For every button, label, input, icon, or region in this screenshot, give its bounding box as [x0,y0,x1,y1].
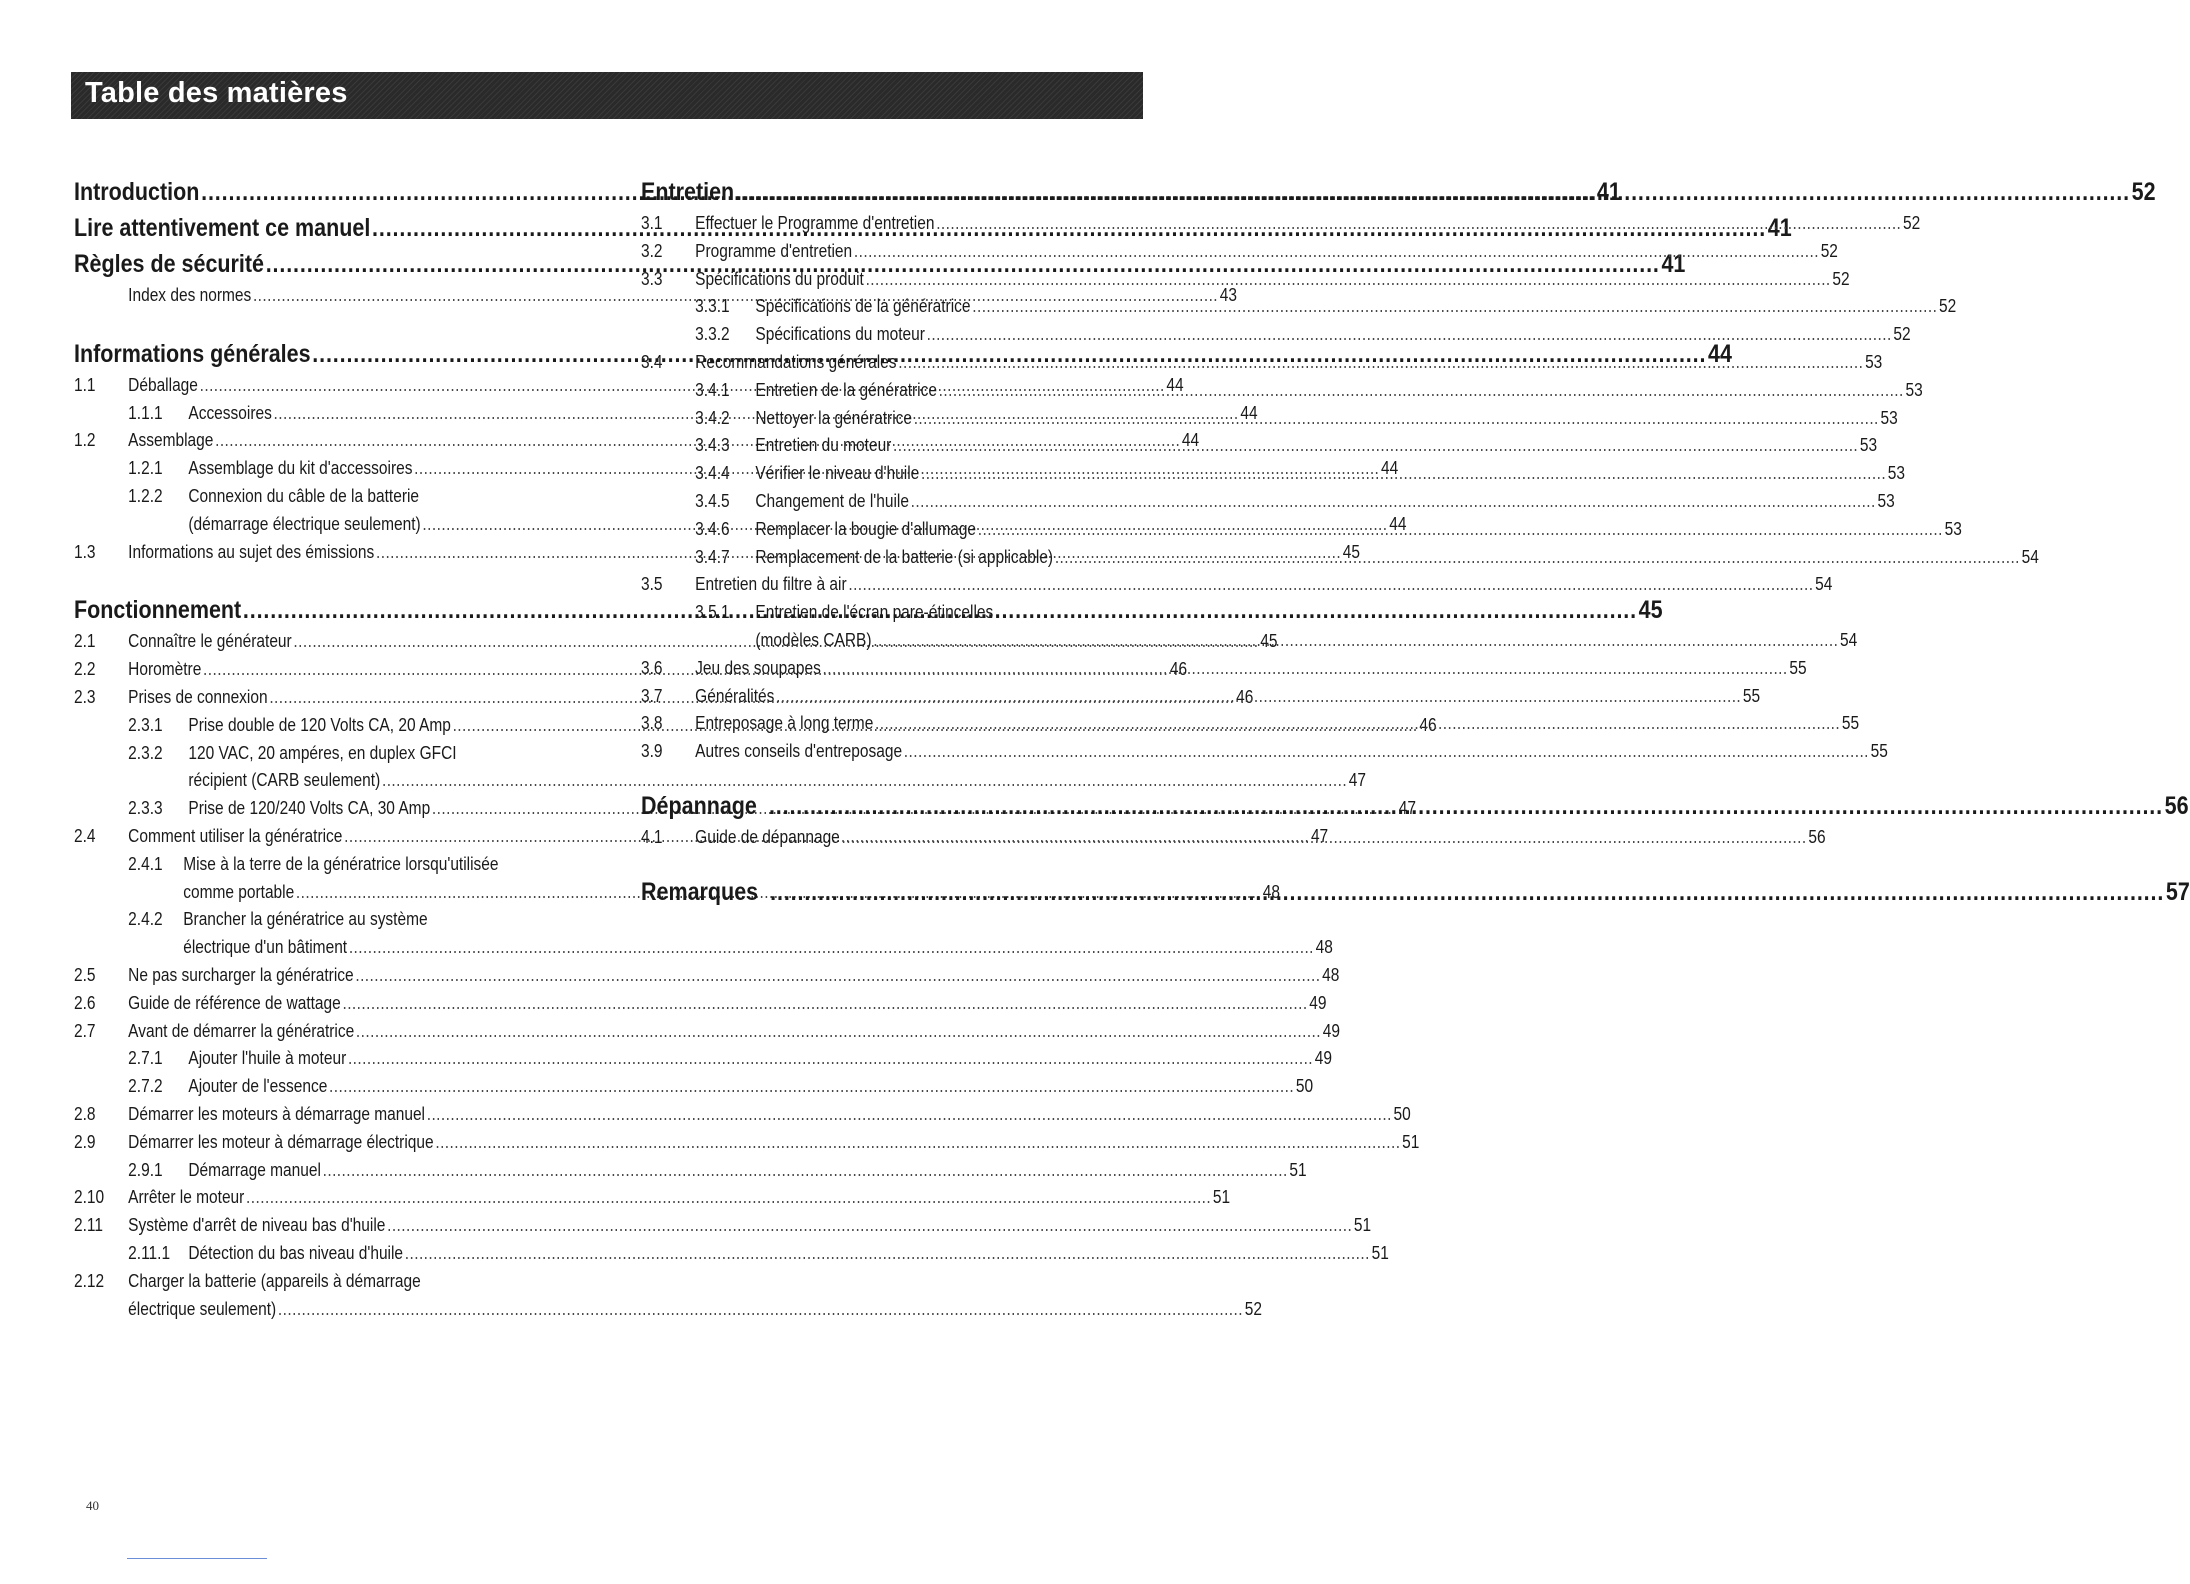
toc-page: 53 [1905,379,1923,400]
toc-number: 2.3.2 [128,742,163,763]
toc-number: 2.4.1 [128,853,163,874]
toc-page: 52 [1244,1298,1262,1319]
toc-entry[interactable] [74,906,621,934]
toc-number: 2.10 [74,1187,105,1208]
toc-number: 3.9 [641,741,663,762]
section-banner [71,72,1143,119]
leader-dots [936,210,1901,238]
toc-title: Entretien du filtre à air [695,574,847,595]
leader-dots [927,321,1892,349]
toc-entry[interactable] [74,483,621,511]
toc-title: Ajouter l'huile à moteur [188,1048,347,1069]
leader-dots [776,683,1741,711]
toc-entry[interactable] [74,962,1340,990]
toc-page: 44 [1181,430,1200,451]
toc-page: 53 [1877,490,1895,511]
toc-page: 52 [1832,268,1850,289]
toc-title: Spécifications de la génératrice [755,296,971,317]
toc-title: Accessoires [188,402,272,423]
toc-number: 2.4.2 [128,909,163,930]
toc-title: Entretien [641,178,735,206]
toc-title: Système d'arrêt de niveau bas d'huile [128,1215,386,1236]
toc-title: Programme d'entretien [695,240,853,261]
toc-number: 3.1 [641,213,663,233]
leader-dots [978,516,1943,544]
leader-dots [348,1045,1313,1073]
toc-page: 52 [1820,240,1838,261]
leader-dots [842,824,1807,852]
toc-page: 44 [1708,339,1732,368]
toc-title: Entretien du moteur [755,435,892,456]
toc-title: Mise à la terre de la génératrice lorsqu'utilisée [183,853,499,874]
leader-dots [866,266,1831,294]
toc-title: Changement de l'huile [755,490,909,511]
toc-page: 51 [1212,1187,1231,1208]
toc-entry[interactable] [74,1018,1340,1046]
page-title: Table des matières [85,77,348,109]
toc-number: 3.3.1 [695,296,730,317]
footer-divider [127,1558,267,1559]
toc-page: 45 [1260,631,1278,652]
leader-dots [848,571,1813,599]
toc-number: 3.7 [641,685,663,706]
leader-dots [911,488,1876,516]
toc-title: électrique seulement) [128,1298,277,1319]
toc-page: 53 [1880,407,1898,428]
toc-title: Lire attentivement ce manuel [74,214,371,242]
toc-number: 3.5 [641,574,663,595]
leader-dots [342,990,1307,1018]
toc-title: Détection du bas niveau d'huile [188,1242,404,1263]
toc-entry-continued[interactable] [74,1296,1262,1324]
leader-dots [427,1101,1392,1129]
toc-page: 45 [1342,541,1361,562]
toc-page: 52 [1893,324,1911,345]
toc-page: 51 [1353,1215,1372,1236]
toc-title: Index des normes [128,285,252,305]
leader-dots [1055,544,2020,572]
leader-dots [939,377,1904,405]
toc-number: 3.4.3 [695,435,730,456]
toc-number: 3.4.6 [695,518,730,539]
toc-title: Nettoyer la génératrice [755,407,912,428]
toc-number: 2.6 [74,992,96,1013]
toc-title: 120 VAC, 20 ampéres, en duplex GFCI [188,742,457,763]
toc-number: 2.11.1 [128,1242,171,1263]
leader-dots [972,293,1937,321]
leader-dots [278,1296,1243,1324]
leader-dots [329,1073,1294,1101]
leader-dots [356,1018,1321,1046]
toc-title: (démarrage électrique seulement) [188,513,421,534]
toc-entry[interactable] [641,571,1833,599]
toc-title: Guide de dépannage [695,826,840,847]
toc-title: Prises de connexion [128,686,268,707]
toc-entry[interactable] [74,1212,1372,1240]
toc-page: 51 [1371,1242,1389,1263]
leader-dots [875,710,1840,738]
toc-page: 48 [1322,964,1340,985]
toc-page: 49 [1314,1048,1332,1069]
leader-dots [914,405,1879,433]
toc-number: 3.4.7 [695,546,730,567]
toc-page: 48 [1315,937,1333,958]
toc-title: Dépannage [641,791,757,820]
toc-title: Prise double de 120 Volts CA, 20 Amp [188,714,451,735]
toc-title: Fonctionnement [74,596,242,625]
toc-page: 55 [1841,713,1860,734]
toc-title: Démarrer les moteur à démarrage électrique [128,1131,434,1152]
toc-page: 54 [2021,546,2039,567]
toc-page: 55 [1789,657,1807,678]
toc-entry[interactable] [74,851,621,879]
leader-dots [246,1184,1211,1212]
toc-page: 51 [1402,1131,1420,1152]
toc-number: 2.3.3 [128,798,163,819]
toc-title: électrique d'un bâtiment [183,937,348,958]
toc-page: 52 [1939,296,1957,317]
leader-dots [405,1240,1370,1268]
toc-page: 45 [1638,596,1663,625]
toc-page: 56 [2164,791,2189,820]
toc-number: 3.5.1 [695,602,730,623]
toc-title: Connaître le générateur [128,631,292,652]
toc-number: 2.5 [74,964,96,985]
toc-number: 4.1 [641,826,663,847]
toc-entry[interactable] [641,599,1189,627]
leader-dots [823,655,1788,683]
toc-entry[interactable] [74,1184,1231,1212]
toc-page: 41 [1661,250,1686,278]
toc-page: 53 [1859,435,1878,456]
toc-number: 2.7 [74,1020,96,1041]
toc-number: 2.4 [74,825,96,846]
toc-page: 55 [1870,741,1888,762]
toc-entry[interactable] [74,1045,1332,1073]
leader-dots [769,788,2163,824]
toc-number: 1.1 [74,374,96,395]
toc-number: 2.1 [74,631,96,652]
toc-number: 1.1.1 [128,402,163,423]
toc-page: 41 [1596,178,1621,206]
toc-number: 2.3 [74,686,96,707]
leader-dots [898,349,1863,377]
toc-page: 56 [1808,826,1826,847]
leader-dots [736,174,2130,210]
toc-title: Remarques [641,877,759,906]
toc-title: Jeu des soupapes [695,657,821,678]
leader-dots [349,934,1314,962]
toc-page: 44 [1380,458,1399,479]
toc-title: Prise de 120/240 Volts CA, 30 Amp [188,798,431,819]
toc-number: 1.3 [74,541,96,562]
toc-number: 2.7.1 [128,1048,163,1069]
toc-title: Démarrer les moteurs à démarrage manuel [128,1103,426,1124]
toc-page: 47 [1348,770,1367,791]
leader-dots [904,738,1869,766]
leader-dots [921,460,1886,488]
toc-entry[interactable] [74,1157,1307,1185]
toc-entry[interactable] [641,488,1895,516]
toc-title: Arrêter le moteur [128,1187,245,1208]
toc-title: Ajouter de l'essence [188,1076,328,1097]
page-number: 40 [86,1498,99,1513]
leader-dots [893,432,1858,460]
toc-page: 57 [2165,877,2190,906]
toc-title: Généralités [695,685,775,706]
toc-entry[interactable] [641,460,1906,488]
toc-title: récipient (CARB seulement) [188,770,381,791]
toc-title: Remplacer la bougie d'allumage [755,518,977,539]
toc-number: 3.4.2 [695,407,730,428]
leader-dots [873,627,1838,655]
toc-page: 48 [1262,881,1280,902]
toc-title: Entretien de la génératrice [755,379,937,400]
toc-entry[interactable] [74,1101,1411,1129]
toc-page: 44 [1240,402,1258,423]
toc-number: 2.11 [74,1215,103,1236]
toc-page: 44 [1389,513,1407,534]
toc-title: Règles de sécurité [74,250,265,278]
toc-number: 1.2.1 [128,458,163,479]
toc-title: Ne pas surcharger la génératrice [128,964,354,985]
toc-number: 3.4.4 [695,463,730,484]
toc-number: 2.3.1 [128,714,163,735]
toc-number: 3.3.2 [695,324,730,345]
toc-page: 44 [1166,374,1184,395]
toc-title: Démarrage manuel [188,1159,321,1180]
toc-title: Recommandations générales [695,351,897,372]
toc-entry[interactable] [641,377,1923,405]
toc-page: 54 [1815,574,1833,595]
leader-dots [854,238,1819,266]
toc-number: 2.12 [74,1270,105,1291]
toc-title: Avant de démarrer la génératrice [128,1020,355,1041]
toc-page: 53 [1865,351,1883,372]
toc-page: 46 [1419,714,1437,735]
toc-title: comme portable [183,881,295,902]
toc-entry[interactable] [74,990,1327,1018]
toc-entry[interactable] [641,321,1911,349]
toc-title: Informations générales [74,339,311,368]
toc-title: Connexion du câble de la batterie [188,485,420,506]
toc-page: 55 [1742,685,1761,706]
leader-dots [770,874,2164,910]
toc-page: 50 [1393,1103,1411,1124]
toc-title: Déballage [128,374,198,395]
toc-page: 51 [1289,1159,1307,1180]
toc-title: Entreposage à long terme [695,713,874,734]
leader-dots [435,1129,1400,1157]
toc-page: 47 [1310,825,1329,846]
toc-number: 2.9.1 [128,1159,163,1180]
toc-title: Effectuer le Programme d'entretien [695,213,935,233]
toc-number: 2.9 [74,1131,96,1152]
toc-number: 3.4.5 [695,490,730,511]
toc-title: Informations au sujet des émissions [128,541,375,562]
toc-page: 50 [1295,1076,1314,1097]
toc-page: 52 [1903,213,1921,233]
toc-number: 2.2 [74,659,96,680]
toc-number: 2.8 [74,1103,96,1124]
toc-title: Spécifications du moteur [755,324,925,345]
toc-page: 41 [1767,214,1792,242]
toc-title: Spécifications du produit [695,268,864,289]
toc-page: 43 [1219,285,1237,305]
toc-page: 49 [1309,992,1327,1013]
toc-page: 49 [1322,1020,1340,1041]
toc-page: 54 [1840,629,1858,650]
toc-page: 53 [1887,463,1906,484]
toc-number: 3.4.1 [695,379,730,400]
toc-number: 3.4 [641,351,663,372]
toc-title: Introduction [74,178,200,206]
toc-title: Guide de référence de wattage [128,992,341,1013]
toc-title: Autres conseils d'entreposage [695,741,903,762]
toc-entry-continued[interactable] [74,767,1367,795]
leader-dots [323,1157,1288,1185]
toc-number: 3.2 [641,240,663,261]
toc-title: (modèles CARB) [755,629,872,650]
toc-entry[interactable] [74,740,621,768]
toc-entry[interactable] [74,1268,567,1296]
toc-title: Entretien de l'écran pare-étincelles [755,602,994,623]
toc-page: 46 [1236,686,1254,707]
toc-title: Vérifier le niveau d'huile [755,463,920,484]
toc-number: 1.2.2 [128,485,163,506]
toc-entry[interactable] [74,1240,1389,1268]
toc-page: 47 [1398,798,1416,819]
toc-number: 3.3 [641,268,663,289]
toc-title: Assemblage du kit d'accessoires [188,458,413,479]
toc-entry[interactable] [74,1073,1314,1101]
toc-number: 1.2 [74,430,96,451]
toc-number: 3.8 [641,713,663,734]
toc-number: 3.6 [641,657,663,678]
toc-page: 53 [1944,518,1962,539]
toc-title: Comment utiliser la génératrice [128,825,343,846]
toc-entry[interactable] [641,266,1850,294]
toc-title: Charger la batterie (appareils à démarrage [128,1270,421,1291]
toc-entry[interactable] [74,1129,1420,1157]
toc-title: Horomètre [128,659,202,680]
toc-title: Remplacement de la batterie (si applicable) [755,546,1054,567]
toc-page: 52 [2131,178,2156,206]
toc-entry-continued[interactable] [74,934,1333,962]
toc-title: Brancher la génératrice au système [183,909,428,930]
toc-title: Assemblage [128,430,214,451]
toc-entry[interactable] [641,738,1888,766]
toc-page: 46 [1169,659,1188,680]
toc-number: 2.7.2 [128,1076,163,1097]
leader-dots [355,962,1320,990]
leader-dots [387,1212,1352,1240]
